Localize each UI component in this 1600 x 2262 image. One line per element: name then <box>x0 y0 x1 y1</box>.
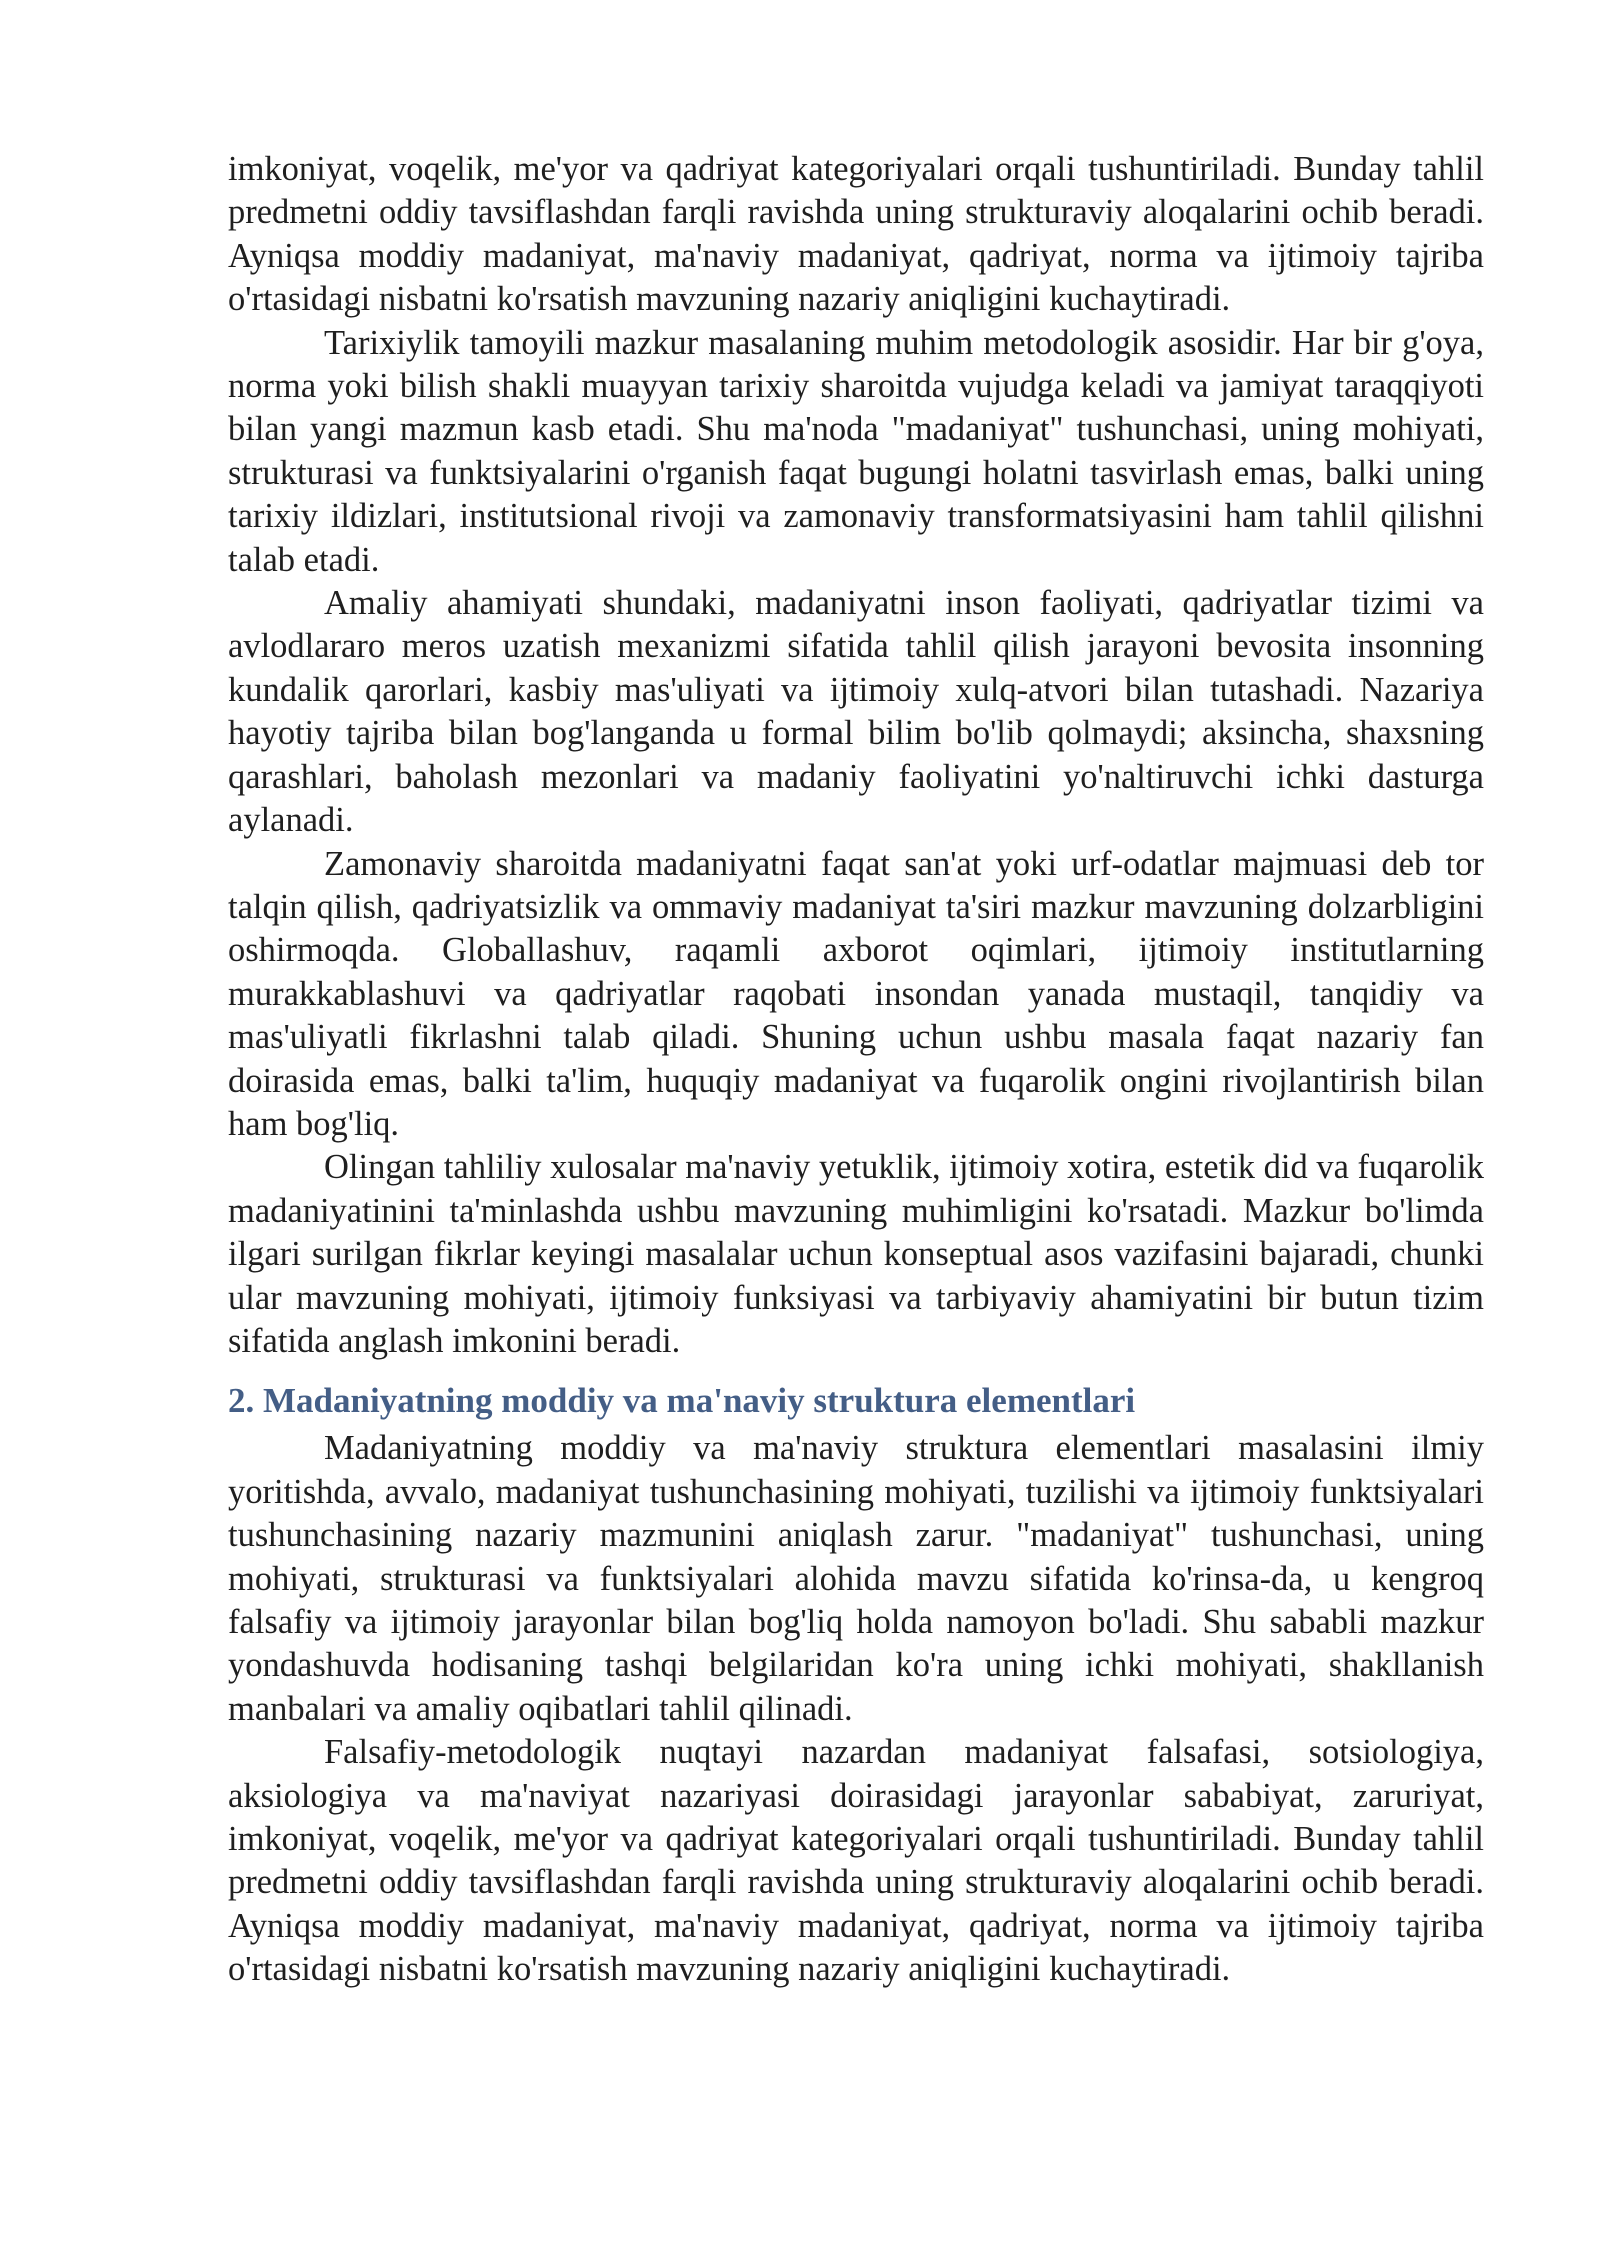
paragraph-continuation: imkoniyat, voqelik, me'yor va qadriyat kategoriyalari orqali tushuntiriladi. Bunday tahlil predmetni oddiy tavsiflashdan farqli ravishda uning strukturaviy aloqalarini ochib beradi. Ayniqsa moddiy madaniyat, ma'naviy madaniyat, qadriyat, norma va ijtimoiy tajriba o'rtasidagi nisbatni ko'rsatish mavzuning nazariy aniqligini kuchaytiradi. <box>228 150 1484 319</box>
paragraph-practical-significance: Amaliy ahamiyati shundaki, madaniyatni inson faoliyati, qadriyatlar tizimi va avlodlararo meros uzatish mexanizmi sifatida tahlil qilish jarayoni bevosita insonning kundalik qarorlari, kasbiy mas'uliyati va ijtimoiy xulq-atvori bilan tutashadi. Nazariya hayotiy tajriba bilan bog'langanda u formal bilim bo'lib qolmaydi; aksincha, shaxsning qarashlari, baholash mezonlari va madaniy faoliyatini yo'naltiruvchi ichki dasturga aylanadi. <box>228 584 1484 840</box>
paragraph-historicity: Tarixiylik tamoyili mazkur masalaning muhim metodologik asosidir. Har bir g'oya, norma yoki bilish shakli muayyan tarixiy sharoitda vujudga keladi va jamiyat taraqqiyoti bilan yangi mazmun kasb etadi. Shu ma'noda "madaniyat" tushunchasi, uning mohiyati, strukturasi va funktsiyalarini o'rganish faqat bugungi holatni tasvirlash emas, balki uning tarixiy ildizlari, institutsional rivoji va zamonaviy transformatsiyasini ham tahlil qilishni talab etadi. <box>228 323 1484 579</box>
paragraph-conclusions: Olingan tahliliy xulosalar ma'naviy yetuklik, ijtimoiy xotira, estetik did va fuqarolik madaniyatinini ta'minlashda ushbu mavzuning muhimligini ko'rsatadi. Mazkur bo'limda ilgari surilgan fikrlar keyingi masalalar uchun konseptual asos vazifasini bajaradi, chunki ular mavzuning mohiyati, ijtimoiy funksiyasi va tarbiyaviy ahamiyatini bir butun tizim sifatida anglash imkonini beradi. <box>228 1148 1484 1360</box>
section-heading: 2. Madaniyatning moddiy va ma'naviy struktura elementlari <box>228 1381 1136 1421</box>
paragraph-modern-conditions: Zamonaviy sharoitda madaniyatni faqat san'at yoki urf-odatlar majmuasi deb tor talqin qilish, qadriyatsizlik va ommaviy madaniyat ta'siri mazkur mavzuning dolzarbligini oshirmoqda. Globallashuv, raqamli axborot oqimlari, ijtimoiy institutlarning murakkablashuvi va qadriyatlar raqobati insondan yanada mustaqil, tanqidiy va mas'uliyatli fikrlashni talab qiladi. Shuning uchun ushbu masala faqat nazariy fan doirasida emas, balki ta'lim, huquqiy madaniyat va fuqarolik ongini rivojlantirish bilan ham bog'liq. <box>228 844 1484 1143</box>
paragraph-section-intro: Madaniyatning moddiy va ma'naviy struktura elementlari masalasini ilmiy yoritishda, avvalo, madaniyat tushunchasining mohiyati, tuzilishi va ijtimoiy funktsiyalari tushunchasining nazariy mazmunini aniqlash zarur. "madaniyat" tushunchasi, uning mohiyati, strukturasi va funktsiyalari alohida mavzu sifatida ko'rinsa-da, u kengroq falsafiy va ijtimoiy jarayonlar bilan bog'liq holda namoyon bo'ladi. Shu sababli mazkur yondashuvda hodisaning tashqi belgilaridan ko'ra uning ichki mohiyati, shakllanish manbalari va amaliy oqibatlari tahlil qilinadi. <box>228 1429 1484 1728</box>
document-body <box>228 148 1484 1992</box>
paragraph-methodology: Falsafiy-metodologik nuqtayi nazardan madaniyat falsafasi, sotsiologiya, aksiologiya va ma'naviyat nazariyasi doirasidagi jarayonlar sababiyat, zaruriyat, imkoniyat, voqelik, me'yor va qadriyat kategoriyalari orqali tushuntiriladi. Bunday tahlil predmetni oddiy tavsiflashdan farqli ravishda uning strukturaviy aloqalarini ochib beradi. Ayniqsa moddiy madaniyat, ma'naviy madaniyat, qadriyat, norma va ijtimoiy tajriba o'rtasidagi nisbatni ko'rsatish mavzuning nazariy aniqligini kuchaytiradi. <box>228 1733 1484 1989</box>
